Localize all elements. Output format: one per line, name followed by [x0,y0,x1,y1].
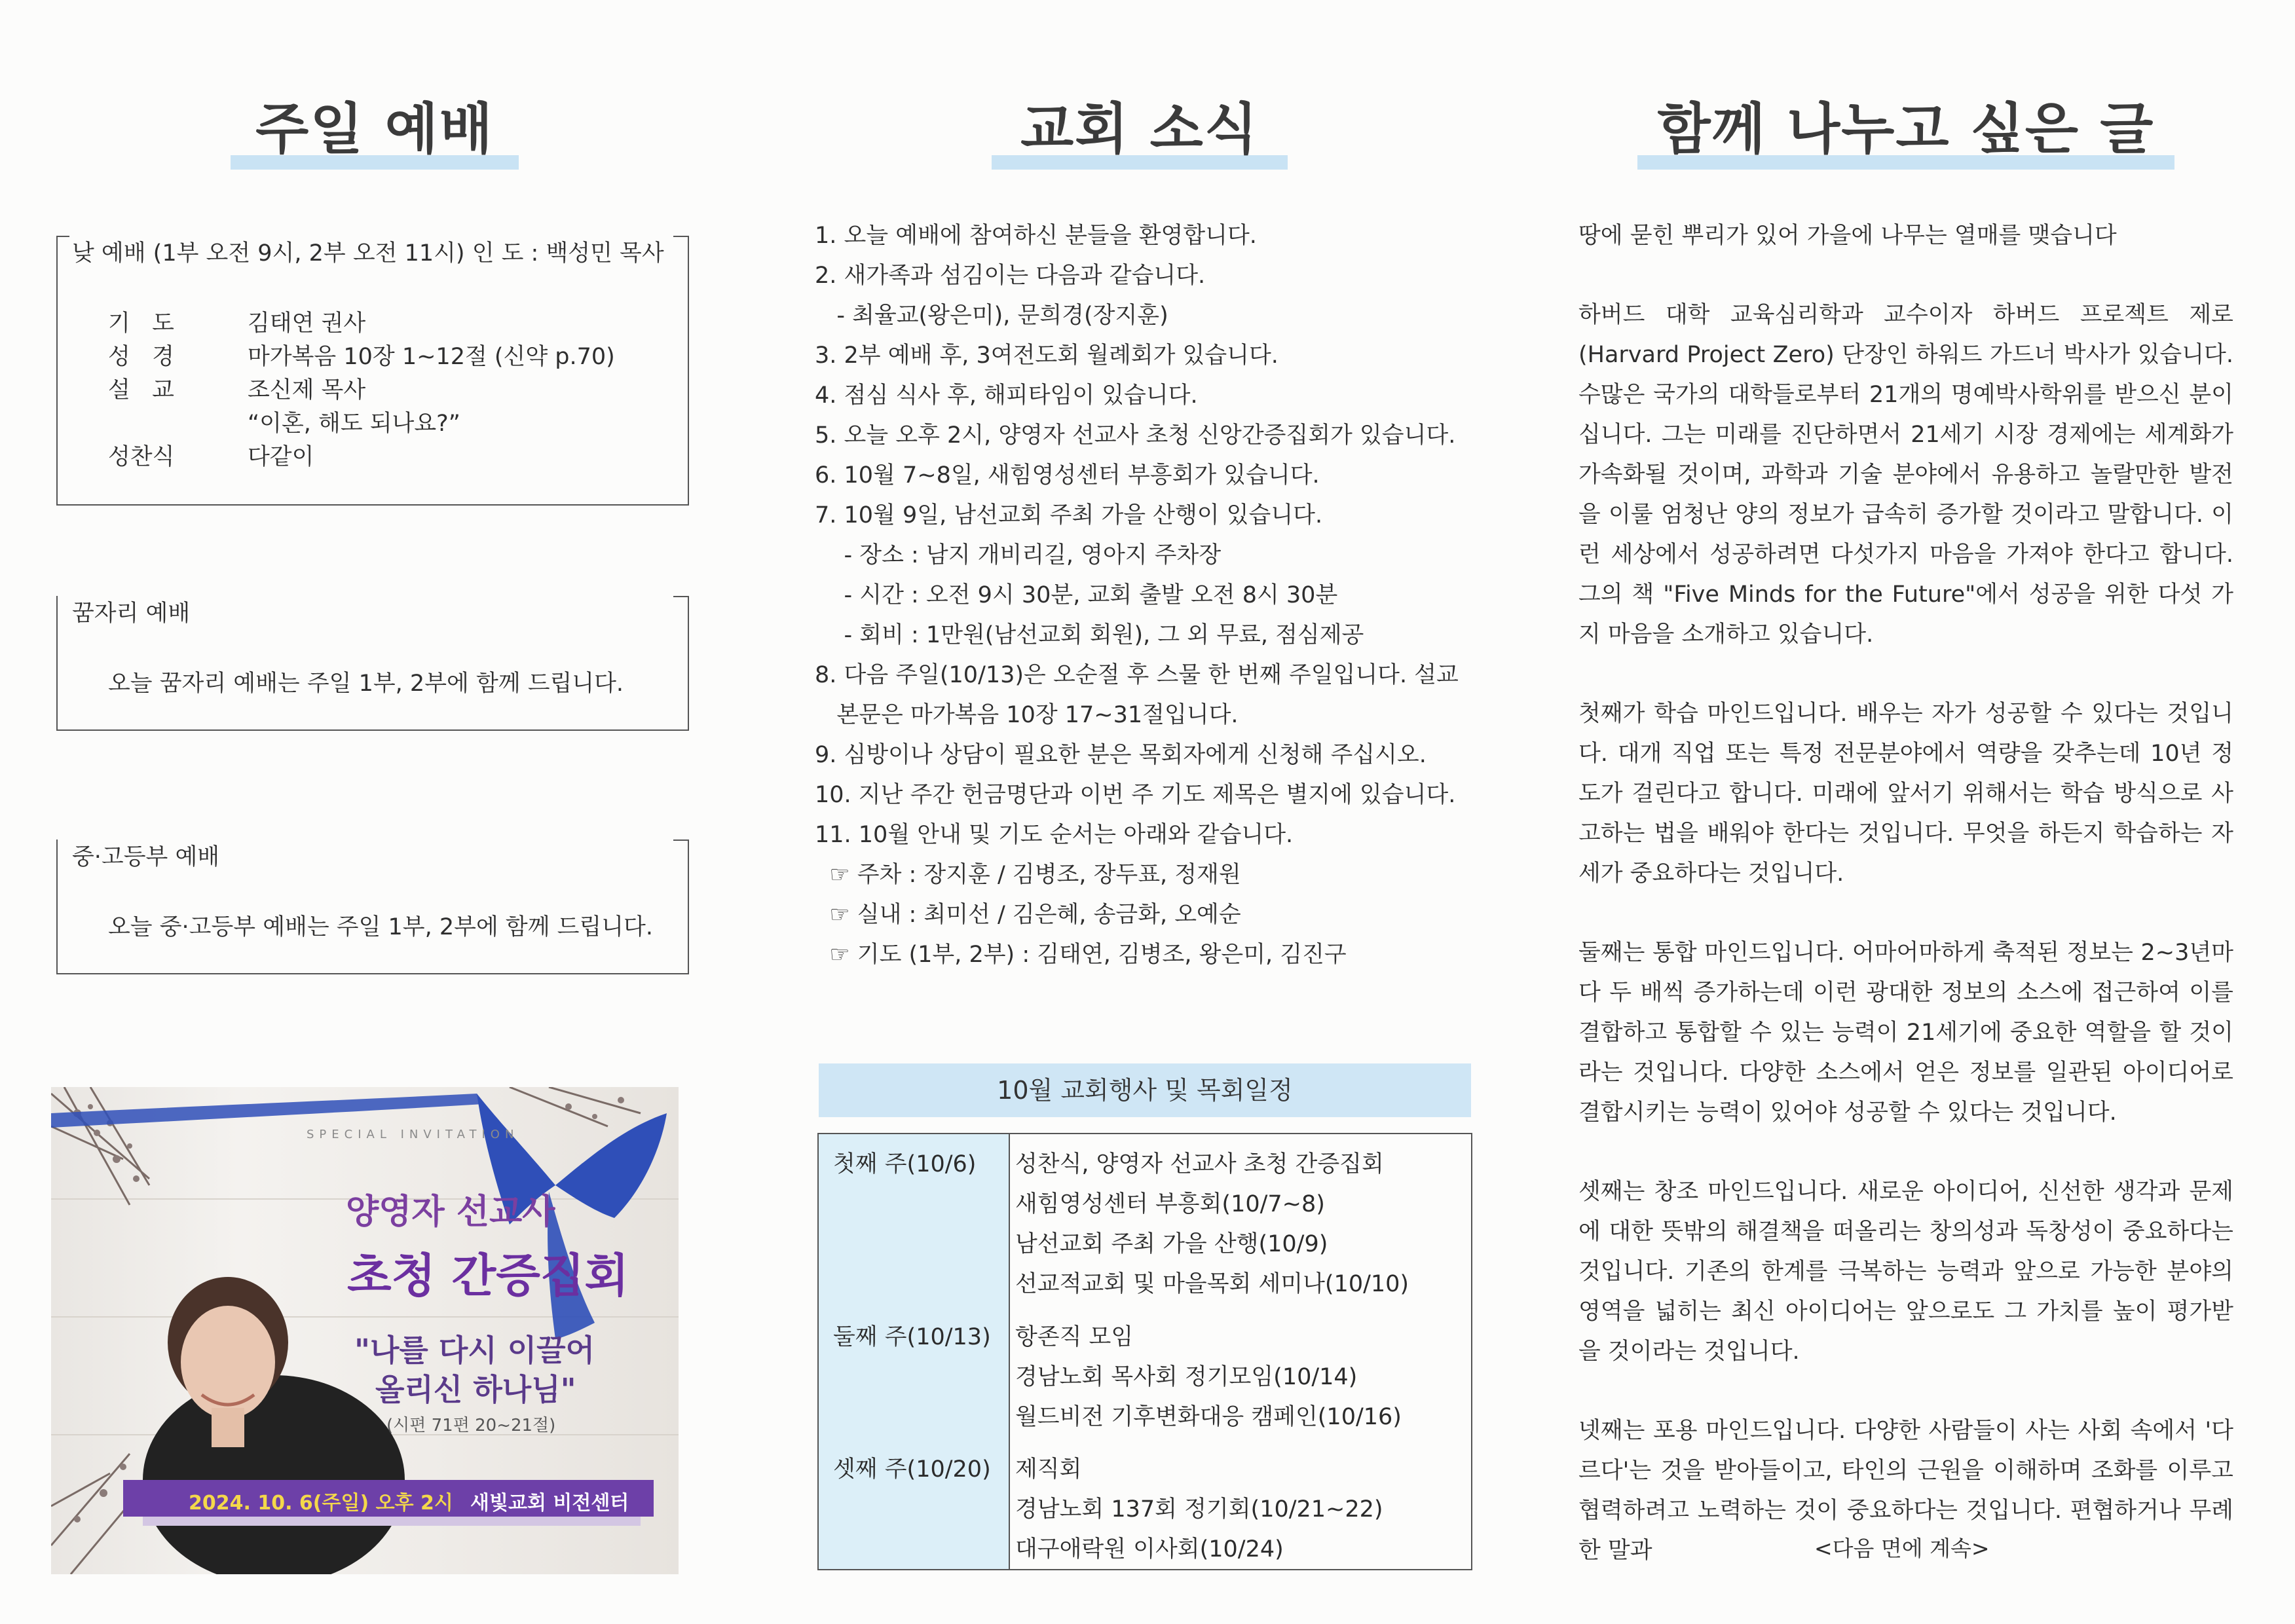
poster-quote2: 올리신 하나님" [375,1372,576,1407]
news-item: 9. 심방이나 상담이 필요한 분은 목회자에게 신청해 주십시오. [815,742,1427,768]
worship-label: 성 경 [108,344,174,370]
schedule-title: 10월 교회행사 및 목회일정 [819,1063,1471,1117]
news-item: 3. 2부 예배 후, 3여전도회 월례회가 있습니다. [815,342,1278,369]
worship-rows [108,306,615,473]
sermon-title: “이혼, 해도 되나요?” [248,411,460,437]
essay [1578,216,2233,1571]
news-item: 4. 점심 식사 후, 해피타임이 있습니다. [815,382,1198,409]
schedule-event: 성찬식, 양영자 선교사 초청 간증집회 [1015,1151,1384,1177]
poster-quote1: "나를 다시 이끌어 [354,1333,595,1368]
news-item: 1. 오늘 예배에 참여하신 분들을 환영합니다. [815,223,1257,249]
news-item: 7. 10월 9일, 남선교회 주최 가을 산행이 있습니다. [815,502,1323,528]
schedule-event: 항존직 모임 [1015,1324,1134,1350]
worship-value: 다같이 [248,444,314,470]
essay-paragraph: 넷째는 포용 마인드입니다. 다양한 사람들이 사는 사회 속에서 '다르다'는 것을 받아들이고, 타인의 근원을 이해하며 조화를 이루고 협력하려고 노력하는 것이 중요하다는 것입니다. 편협하거나 무례한 말과 [1578,1418,2233,1564]
youth-worship-body: 오늘 중·고등부 예배는 주일 1부, 2부에 함께 드립니다. [108,914,653,940]
invitation-poster [51,1087,679,1574]
essay-paragraph: 첫째가 학습 마인드입니다. 배우는 자가 성공할 수 있다는 것입니다. 대개 직업 또는 특정 전문분야에서 역량을 갖추는데 10년 정도가 걸린다고 합니다. 미래에 앞서기 위해서는 학습 방식으로 사고하는 법을 배워야 한다는 것입니다. 무엇을 하든지 학습하는 자세가 중요하다는 것입니다. [1578,701,2233,887]
news-item: - 시간 : 오전 9시 30분, 교회 출발 오전 8시 30분 [815,582,1338,608]
news-item: 5. 오늘 오후 2시, 양영자 선교사 초청 신앙간증집회가 있습니다. [815,422,1456,449]
poster-line1: 양영자 선교사 [346,1192,555,1232]
schedule-event: 남선교회 주최 가을 산행(10/9) [1015,1231,1328,1257]
news-item: - 최율교(왕은미), 문희경(장지훈) [815,303,1168,329]
heading-church-news: 교회 소식 [992,85,1288,164]
portrait [143,1277,405,1574]
poster-footer-shadow [143,1517,641,1526]
essay-paragraph: 셋째는 창조 마인드입니다. 새로운 아이디어, 신선한 생각과 문제에 대한 뜻밖의 해결책을 떠올리는 창의성과 독창성이 중요하다는 것입니다. 기존의 한계를 극복하는 능력과 앞으로 가능한 분야의 영역을 넓히는 최신 아이디어는 앞으로도 그 가치를 높이 평가받을 것이라는 것입니다. [1578,1179,2233,1365]
poster-verse: (시편 71편 20~21절) [386,1416,556,1435]
schedule-event: 선교적교회 및 마을목회 세미나(10/10) [1015,1271,1409,1297]
poster-tagline: SPECIAL INVITATION [307,1128,519,1141]
schedule-week: 둘째 주(10/13) [833,1324,991,1350]
dream-worship-title: 꿈자리 예배 [72,600,191,627]
worship-label: 설 교 [108,377,174,403]
poster-place: 새빛교회 비전센터 [470,1492,629,1515]
news-item: ☞ 기도 (1부, 2부) : 김태연, 김병조, 왕은미, 김진구 [815,942,1347,968]
news-item: - 회비 : 1만원(남선교회 회원), 그 외 무료, 점심제공 [815,622,1364,648]
news-item: ☞ 실내 : 최미선 / 김은혜, 송금화, 오예순 [815,902,1241,928]
news-item: 본문은 마가복음 10장 17~31절입니다. [815,702,1239,728]
schedule-event: 대구애락원 이사회(10/24) [1015,1536,1284,1562]
worship-value: 마가복음 10장 1~12절 (신약 p.70) [248,344,615,370]
schedule-week: 셋째 주(10/20) [833,1456,991,1483]
news-item: 8. 다음 주일(10/13)은 오순절 후 스물 한 번째 주일입니다. 설교 [815,662,1459,688]
poster-line2: 초청 간증집회 [347,1249,629,1302]
worship-value: 김태연 권사 [248,310,366,337]
schedule-event: 제직회 [1015,1456,1082,1483]
essay-paragraph: 둘째는 통합 마인드입니다. 어마어마하게 축적된 정보는 2~3년마다 두 배씩 증가하는데 이런 광대한 정보의 소스에 접근하여 이를 결합하고 통합할 수 있는 능력이 21세기에 중요한 역할을 할 것이라는 것입니다. 다양한 소스에서 얻은 정보를 일관된 아이디어로 결합시키는 능력이 있어야 성공할 수 있다는 것입니다. [1578,940,2233,1126]
youth-worship-title: 중·고등부 예배 [72,844,220,870]
news-item: 11. 10월 안내 및 기도 순서는 아래와 같습니다. [815,822,1294,848]
schedule-event: 월드비전 기후변화대응 캠페인(10/16) [1015,1404,1402,1430]
news-item: 10. 지난 주간 헌금명단과 이번 주 기도 제목은 별지에 있습니다. [815,782,1456,808]
schedule-table [817,1133,1472,1570]
essay-paragraph: 땅에 묻힌 뿌리가 있어 가을에 나무는 열매를 맺습니다 [1578,223,2117,249]
heading-sunday-worship: 주일 예배 [231,85,519,164]
news-item: - 장소 : 남지 개비리길, 영아지 주차장 [815,542,1222,568]
schedule-event: 경남노회 목사회 정기모임(10/14) [1015,1364,1358,1390]
news-item: 6. 10월 7~8일, 새힘영성센터 부흥회가 있습니다. [815,462,1320,489]
poster-date: 2024. 10. 6(주일) 오후 2시 [189,1492,453,1515]
worship-label: 기 도 [108,310,174,337]
continued-note: <다음 면에 계속> [1814,1536,1990,1561]
worship-value: 조신제 목사 [248,377,366,403]
worship-title: 낮 예배 (1부 오전 9시, 2부 오전 11시) 인 도 : 백성민 목사 [72,240,664,267]
schedule-event: 새힘영성센터 부흥회(10/7~8) [1015,1191,1325,1217]
news-item: 2. 새가족과 섬김이는 다음과 같습니다. [815,263,1206,289]
news-item: ☞ 주차 : 장지훈 / 김병조, 장두표, 정재원 [815,862,1241,888]
dream-worship-body: 오늘 꿈자리 예배는 주일 1부, 2부에 함께 드립니다. [108,671,624,697]
heading-shared-writing: 함께 나누고 싶은 글 [1637,85,2174,164]
worship-label: 성찬식 [108,444,175,470]
essay-paragraph: 하버드 대학 교육심리학과 교수이자 하버드 프로젝트 제로(Harvard Project Zero) 단장인 하워드 가드너 박사가 있습니다. 수많은 국가의 대학들로부터 21개의 명예박사학위를 받으신 분이십니다. 그는 미래를 진단하면서 21세기 시장 경제에는 세계화가 가속화될 것이며, 과학과 기술 분야에서 유용하고 놀랄만한 발전을 이룰 엄청난 양의 정보가 급속히 증가할 것이라고 말합니다. 이런 세상에서 성공하려면 다섯가지 마음을 가져야 한다고 합니다. 그의 책 "Five Minds for the Future"에서 성공을 위한 다섯 가지 마음을 소개하고 있습니다. [1578,302,2233,648]
news-list [815,216,1459,975]
poster-footer-band [123,1480,654,1517]
schedule-event: 경남노회 137회 정기회(10/21~22) [1015,1496,1383,1522]
schedule-week: 첫째 주(10/6) [833,1151,977,1177]
